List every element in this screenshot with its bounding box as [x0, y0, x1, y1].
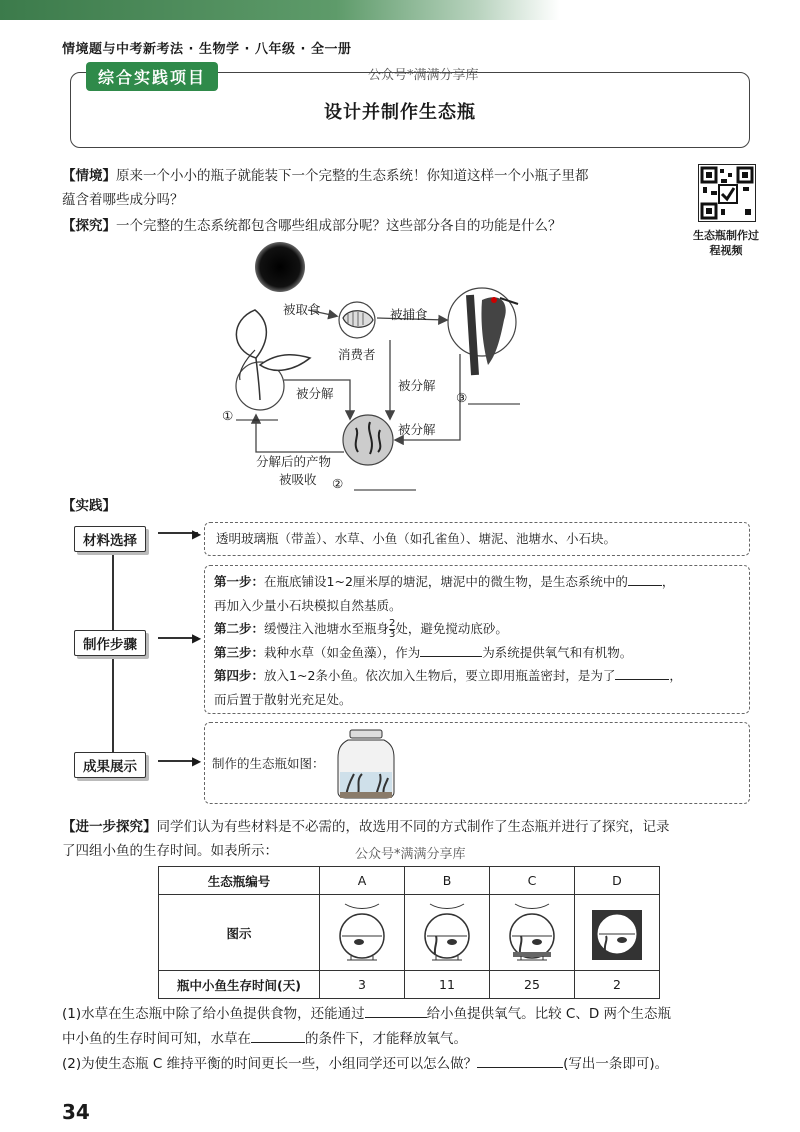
blank-number-1: ① [222, 408, 234, 423]
table-time-row [159, 971, 660, 999]
time-row-label: 瓶中小鱼生存时间(天) [159, 971, 320, 999]
q1-blank-2[interactable] [251, 1028, 305, 1043]
label-decompose-2: 被分解 [398, 378, 436, 393]
step-1: 第一步：在瓶底铺设1~2厘米厚的塘泥，塘泥中的微生物，是生态系统中的 ， [214, 570, 744, 594]
col-c: C [490, 867, 575, 895]
q1-blank-1[interactable] [365, 1003, 427, 1018]
step-4: 第四步：放入1~2条小鱼。依次加入生物后，要立即用瓶盖密封，是为了 ， [214, 664, 744, 688]
scenario-paragraph [62, 164, 692, 212]
project-title: 设计并制作生态瓶 [324, 102, 476, 123]
result-text: 制作的生态瓶如图： [212, 756, 325, 771]
step-1-line-2: 再加入少量小石块模拟自然基质。 [214, 597, 402, 613]
scenario-text: 原来一个小小的瓶子就能装下一个完整的生态系统！你知道这样一个小瓶子里都 [116, 168, 589, 184]
table-image-row [159, 895, 660, 971]
label-absorb: 被吸收 [279, 472, 317, 487]
page-number: 34 [62, 1100, 90, 1124]
further-paragraph: 【进一步探究】同学们认为有些材料是不必需的，故选用不同的方式制作了生态瓶并进行了探究，记录 了四组小鱼的生存时间。如表所示： [62, 819, 670, 859]
flow-connector [112, 548, 114, 766]
blank-number-3: ③ [456, 390, 468, 405]
qr-caption: 生态瓶制作过程视频 [693, 229, 759, 257]
col-b: B [405, 867, 490, 895]
step-4-line-2: 而后置于散射光充足处。 [214, 691, 352, 707]
label-decompose-3: 被分解 [398, 422, 436, 437]
arrow-right-icon: ▶ [192, 754, 202, 768]
top-band [0, 0, 560, 20]
scenario-text-2: 蕴含着哪些成分吗？ [62, 192, 184, 208]
question-1-line-2: 中小鱼的生存时间可知，水草在 的条件下，才能释放氧气。 [62, 1027, 762, 1052]
steps-tag: 制作步骤 [74, 630, 146, 656]
time-d: 2 [575, 971, 660, 999]
result-tag: 成果展示 [74, 752, 146, 778]
fraction: $\frac{2}{3}$ [389, 618, 396, 640]
question-2: (2)为使生态瓶 C 维持平衡的时间更长一些，小组同学还可以怎么做？ (写出一条即可)。 [62, 1052, 762, 1077]
jar-d-cell [575, 895, 660, 971]
decomposer-circle [343, 415, 393, 465]
label-preyed: 被捕食 [390, 307, 428, 322]
header-label: 生态瓶编号 [159, 867, 320, 895]
explore-paragraph [62, 214, 702, 238]
jar-b-cell [405, 895, 490, 971]
blank-1[interactable] [628, 571, 662, 586]
watermark-mid: 公众号*满满分享库 [355, 847, 466, 862]
blank-4[interactable] [615, 665, 669, 680]
qr-code[interactable] [698, 164, 756, 222]
question-1: (1)水草在生态瓶中除了给小鱼提供食物，还能通过 给小鱼提供氧气。比较 C、D 两个生态瓶 [62, 1002, 762, 1027]
q2-blank[interactable] [477, 1053, 563, 1068]
jar-c-icon [505, 898, 559, 964]
materials-tag: 材料选择 [74, 526, 146, 552]
label-eaten: 被取食 [283, 302, 321, 317]
label-consumer: 消费者 [338, 347, 376, 362]
watermark-top: 公众号*满满分享库 [368, 68, 479, 83]
ecosystem-diagram [200, 240, 540, 500]
blank-number-2: ② [332, 476, 344, 491]
project-tag: 综合实践项目 [86, 62, 218, 91]
jar-a-icon [335, 898, 389, 964]
eco-jar-image [336, 728, 396, 800]
tree-trunk-icon [470, 295, 475, 375]
label-product: 分解后的产物 [256, 454, 332, 469]
step-2: 第二步：缓慢注入池塘水至瓶身 $\frac{2}{3}$ 处，避免搅动底砂。 [214, 618, 508, 640]
steps-text [214, 570, 744, 711]
results-table [158, 866, 660, 999]
blank-3[interactable] [420, 642, 482, 657]
further-label: 【进一步探究】 [62, 819, 157, 835]
materials-text: 透明玻璃瓶（带盖）、水草、小鱼（如孔雀鱼）、塘泥、池塘水、小石块。 [216, 531, 617, 546]
scenario-label: 【情境】 [62, 168, 116, 184]
step-3: 第三步：栽种水草（如金鱼藻），作为 为系统提供氧气和有机物。 [214, 641, 744, 665]
label-decompose-1: 被分解 [296, 386, 334, 401]
arrow-right-icon: ▶ [192, 527, 202, 541]
arrow-right-icon: ▶ [192, 631, 202, 645]
time-c: 25 [490, 971, 575, 999]
time-a: 3 [320, 971, 405, 999]
explore-label: 【探究】 [62, 218, 116, 234]
table-header-row [159, 867, 660, 895]
image-row-label: 图示 [159, 895, 320, 971]
jar-b-icon [420, 898, 474, 964]
jar-d-icon [590, 898, 644, 964]
practice-title: 【实践】 [62, 498, 116, 514]
explore-text: 一个完整的生态系统都包含哪些组成部分呢？这些部分各自的功能是什么？ [116, 218, 562, 234]
jar-a-cell [320, 895, 405, 971]
sun-icon [255, 242, 305, 292]
questions [62, 1002, 762, 1077]
col-a: A [320, 867, 405, 895]
jar-c-cell [490, 895, 575, 971]
book-header: 情境题与中考新考法 · 生物学 · 八年级 · 全一册 [62, 42, 352, 57]
time-b: 11 [405, 971, 490, 999]
col-d: D [575, 867, 660, 895]
